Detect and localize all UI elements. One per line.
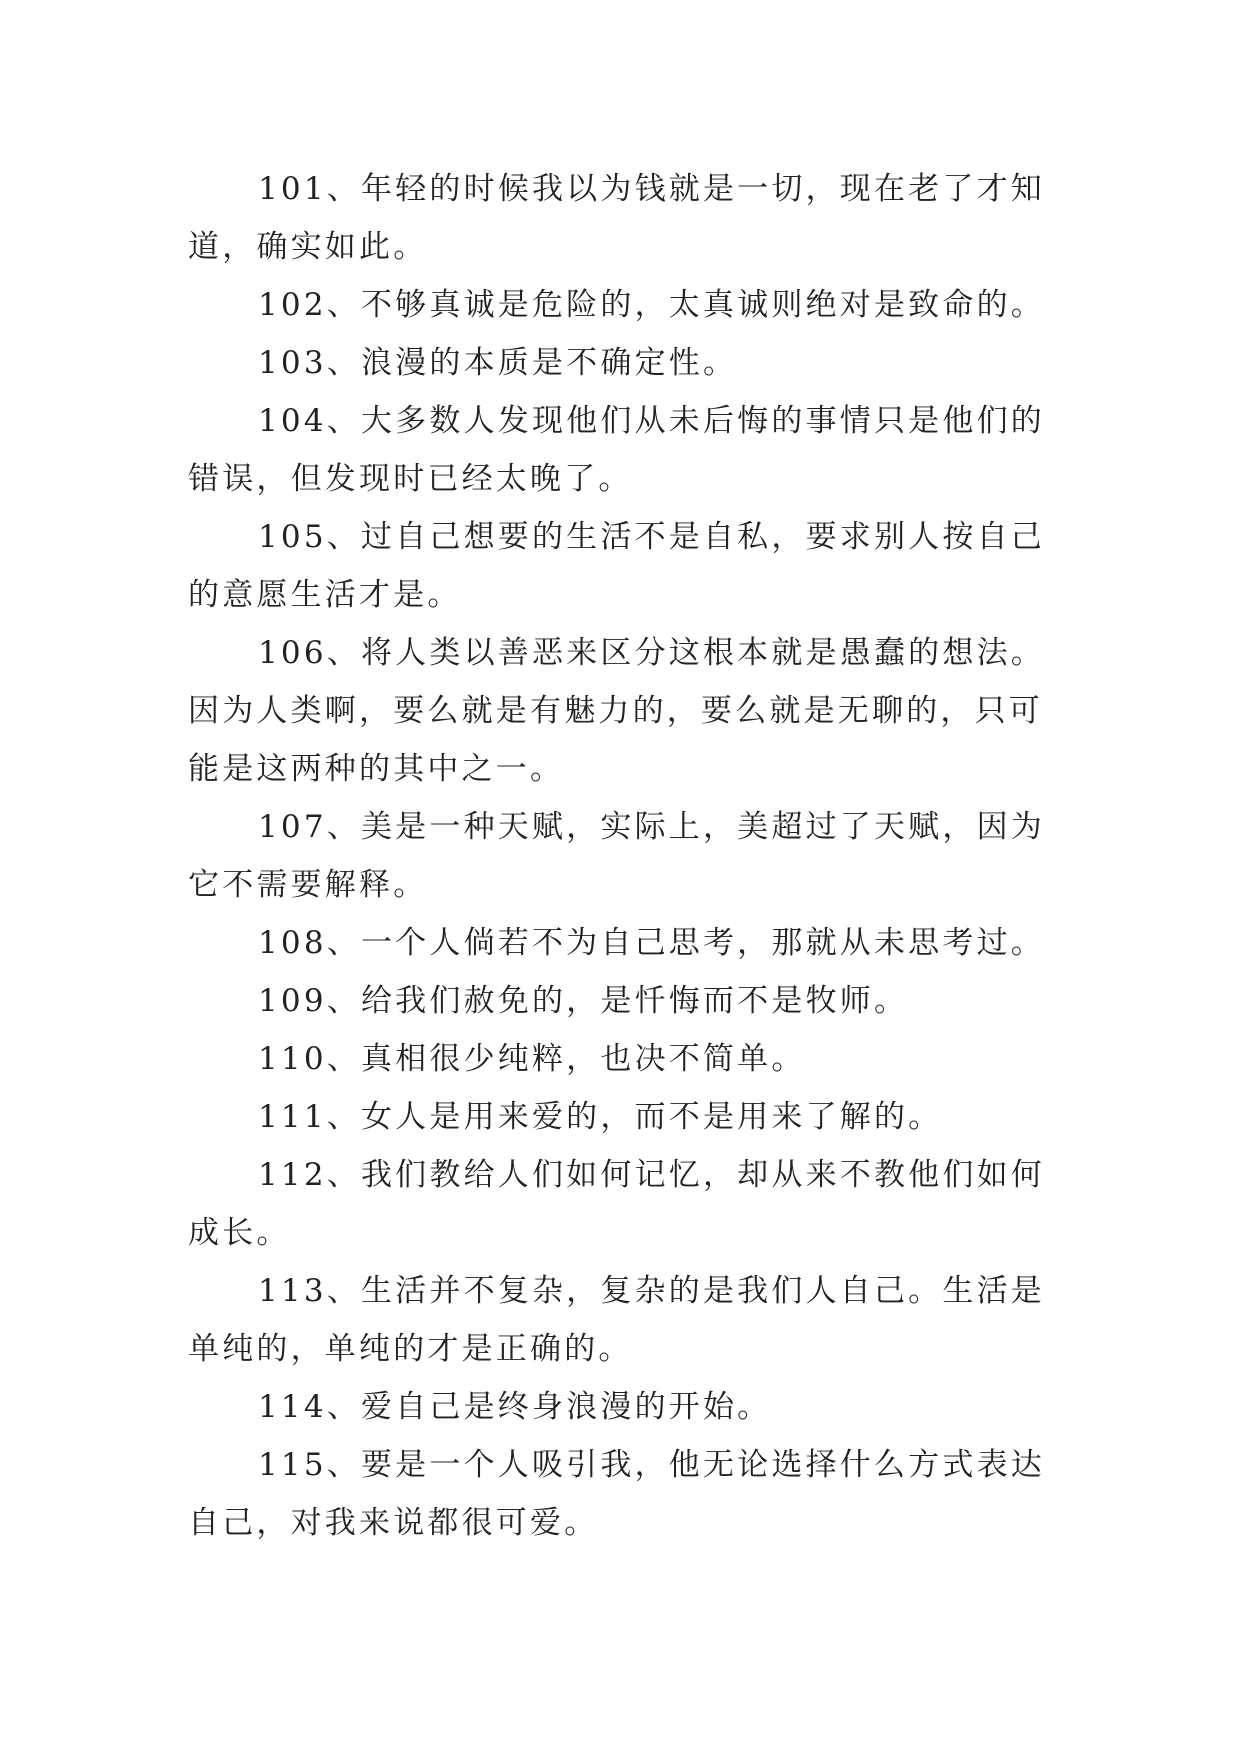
quote-paragraph-113: 113、生活并不复杂，复杂的是我们人自己。生活是单纯的，单纯的才是正确的。 — [188, 1273, 1045, 1367]
document-body — [188, 160, 1058, 1552]
quote-paragraph-114: 114、爱自己是终身浪漫的开始。 — [258, 1389, 772, 1425]
quote-paragraph-101: 101、年轻的时候我以为钱就是一切，现在老了才知道，确实如此。 — [188, 171, 1045, 265]
quote-paragraph-106: 106、将人类以善恶来区分这根本就是愚蠢的想法。因为人类啊，要么就是有魅力的，要么就是无聊的，只可能是这两种的其中之一。 — [188, 635, 1045, 787]
quote-paragraph-115: 115、要是一个人吸引我，他无论选择什么方式表达自己，对我来说都很可爱。 — [188, 1447, 1045, 1541]
quote-paragraph-105: 105、过自己想要的生活不是自私，要求别人按自己的意愿生活才是。 — [188, 519, 1045, 613]
quote-paragraph-108: 108、一个人倘若不为自己思考，那就从未思考过。 — [258, 925, 1045, 961]
quote-paragraph-112: 112、我们教给人们如何记忆，却从来不教他们如何成长。 — [188, 1157, 1045, 1251]
quote-paragraph-104: 104、大多数人发现他们从未后悔的事情只是他们的错误，但发现时已经太晚了。 — [188, 403, 1045, 497]
quote-paragraph-110: 110、真相很少纯粹，也决不简单。 — [258, 1041, 806, 1077]
quote-paragraph-102: 102、不够真诚是危险的，太真诚则绝对是致命的。 — [258, 287, 1045, 323]
quote-paragraph-109: 109、给我们赦免的，是忏悔而不是牧师。 — [258, 983, 909, 1019]
quote-paragraph-111: 111、女人是用来爱的，而不是用来了解的。 — [258, 1099, 943, 1135]
quote-paragraph-103: 103、浪漫的本质是不确定性。 — [258, 345, 738, 381]
quote-paragraph-107: 107、美是一种天赋，实际上，美超过了天赋，因为它不需要解释。 — [188, 809, 1045, 903]
